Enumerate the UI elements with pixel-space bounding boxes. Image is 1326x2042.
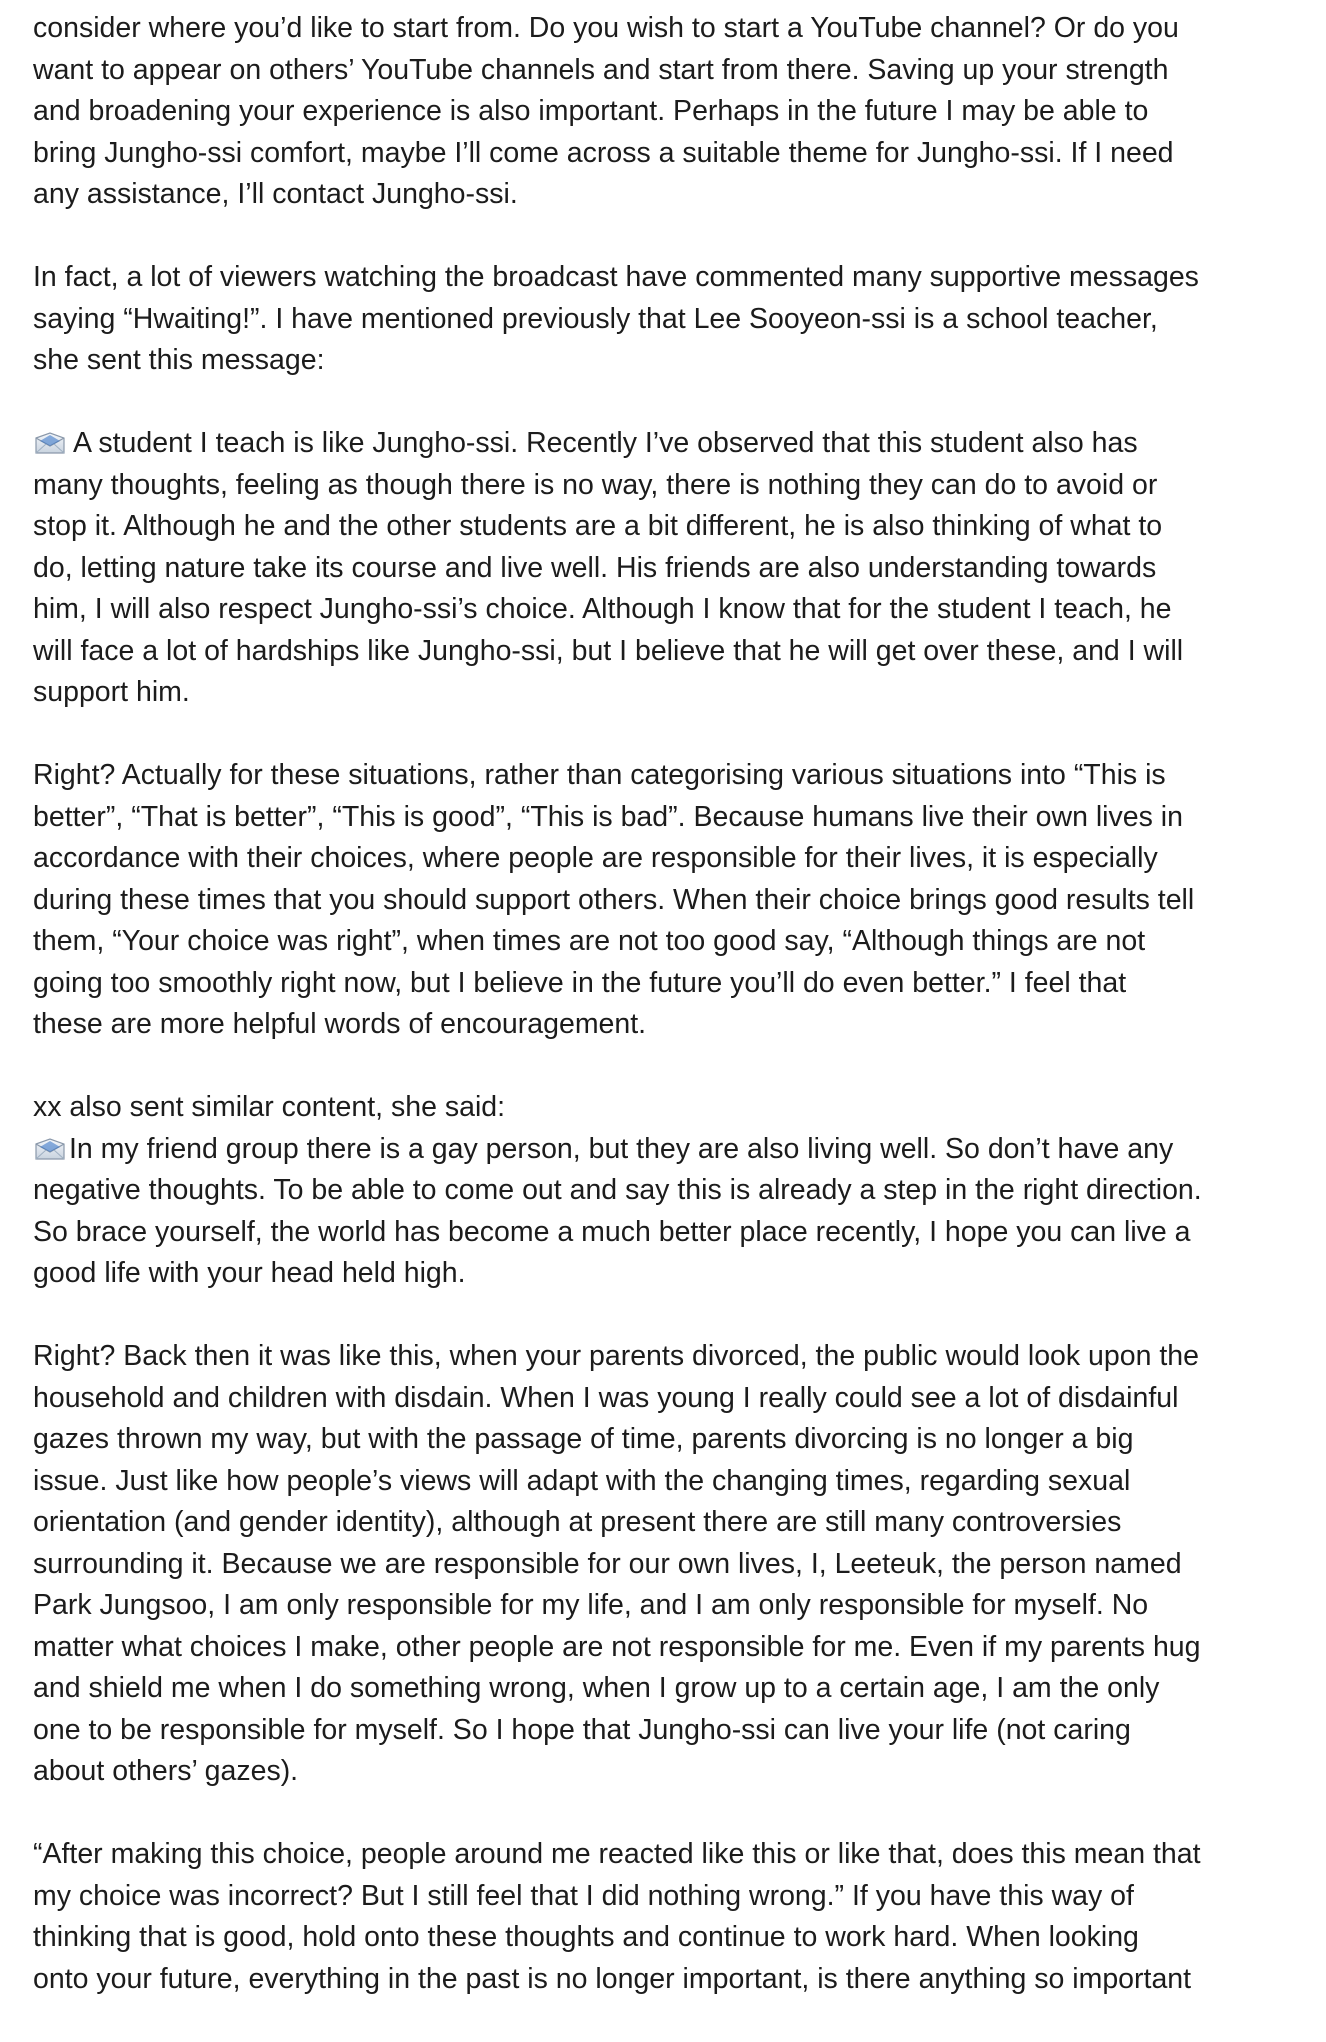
- paragraph-choice-reflection: [33, 1834, 1319, 2000]
- paragraph-viewer-messages: [33, 257, 1319, 382]
- text-line: [33, 1129, 1319, 1171]
- text-line: issue. Just like how people’s views will adapt with the changing times, regarding sexual: [33, 1464, 1131, 1497]
- text-line: will face a lot of hardships like Jungho-ssi, but I believe that he will get over these, and I will: [33, 634, 1184, 667]
- paragraph-responsibility: [33, 1336, 1319, 1793]
- text-line: stop it. Although he and the other students are a bit different, he is also thinking of what to: [33, 510, 1163, 542]
- text-line: thinking that is good, hold onto these thoughts and continue to work hard. When looking: [33, 1921, 1139, 1953]
- text-line: surrounding it. Because we are responsible for our own lives, I, Leeteuk, the person named: [33, 1547, 1182, 1580]
- message-text: A student I teach is like Jungho-ssi. Recently I’ve observed that this student also has: [73, 427, 1138, 459]
- text-line: onto your future, everything in the past is no longer important, is there anything so important: [33, 1962, 1192, 1995]
- message-text: In my friend group there is a gay person, but they are also living well. So don’t have any: [69, 1132, 1174, 1165]
- text-line: consider where you’d like to start from. Do you wish to start a YouTube channel? Or do you: [33, 12, 1179, 44]
- text-line: better”, “That is better”, “This is good”, “This is bad”. Because humans live their own lives in: [33, 800, 1183, 833]
- text-line: bring Jungho-ssi comfort, maybe I’ll come across a suitable theme for Jungho-ssi. If I need: [33, 136, 1174, 169]
- text-line: going too smoothly right now, but I believe in the future you’ll do even better.” I feel that: [33, 966, 1127, 999]
- quoted-message-friend-group: [33, 1087, 1319, 1295]
- text-line: accordance with their choices, where people are responsible for their lives, it is especially: [33, 842, 1158, 874]
- text-line: my choice was incorrect? But I still feel that I did nothing wrong.” If you have this way of: [33, 1879, 1134, 1912]
- text-line: many thoughts, feeling as though there is no way, there is nothing they can do to avoid or: [33, 468, 1158, 501]
- text-line: Right? Back then it was like this, when your parents divorced, the public would look upon the: [33, 1340, 1199, 1372]
- text-line: So brace yourself, the world has become a much better place recently, I hope you can live a: [33, 1215, 1191, 1248]
- envelope-icon: [33, 430, 67, 456]
- text-line: In fact, a lot of viewers watching the broadcast have commented many supportive messages: [33, 261, 1199, 293]
- text-line: [33, 423, 1319, 465]
- envelope-icon: [33, 1136, 67, 1162]
- text-line: matter what choices I make, other people are not responsible for me. Even if my parents hug: [33, 1630, 1201, 1663]
- text-line: him, I will also respect Jungho-ssi’s choice. Although I know that for the student I teach, he: [33, 593, 1172, 625]
- text-line: do, letting nature take its course and live well. His friends are also understanding towards: [33, 551, 1157, 584]
- text-line: Right? Actually for these situations, rather than categorising various situations into “This is: [33, 759, 1166, 791]
- text-line: good life with your head held high.: [33, 1257, 466, 1289]
- text-line: during these times that you should support others. When their choice brings good results tell: [33, 883, 1195, 916]
- text-line: Park Jungsoo, I am only responsible for my life, and I am only responsible for myself. No: [33, 1589, 1149, 1621]
- text-line: household and children with disdain. When I was young I really could see a lot of disdainful: [33, 1381, 1179, 1414]
- text-line: negative thoughts. To be able to come out and say this is already a step in the right direction.: [33, 1174, 1202, 1206]
- paragraph-youtube-advice: [33, 8, 1319, 216]
- paragraph-support-others: [33, 755, 1319, 1046]
- text-line: about others’ gazes).: [33, 1755, 299, 1787]
- document-body: [33, 8, 1319, 2042]
- text-line: want to appear on others’ YouTube channels and start from there. Saving up your strength: [33, 53, 1169, 86]
- text-line: orientation (and gender identity), although at present there are still many controversies: [33, 1506, 1122, 1538]
- quoted-message-teacher: [33, 423, 1319, 714]
- text-line: one to be responsible for myself. So I hope that Jungho-ssi can live your life (not caring: [33, 1713, 1131, 1746]
- text-line: xx also sent similar content, she said:: [33, 1091, 506, 1123]
- text-line: them, “Your choice was right”, when times are not too good say, “Although things are not: [33, 925, 1146, 957]
- text-line: saying “Hwaiting!”. I have mentioned previously that Lee Sooyeon-ssi is a school teacher,: [33, 302, 1158, 335]
- text-line: support him.: [33, 676, 190, 708]
- text-line: she sent this message:: [33, 344, 325, 376]
- text-line: “After making this choice, people around me reacted like this or like that, does this mean that: [33, 1838, 1201, 1870]
- text-line: any assistance, I’ll contact Jungho-ssi.: [33, 178, 518, 210]
- text-line: and broadening your experience is also important. Perhaps in the future I may be able to: [33, 95, 1149, 127]
- text-line: these are more helpful words of encouragement.: [33, 1008, 647, 1040]
- text-line: and shield me when I do something wrong, when I grow up to a certain age, I am the only: [33, 1672, 1160, 1704]
- text-line: gazes thrown my way, but with the passage of time, parents divorcing is no longer a big: [33, 1423, 1134, 1455]
